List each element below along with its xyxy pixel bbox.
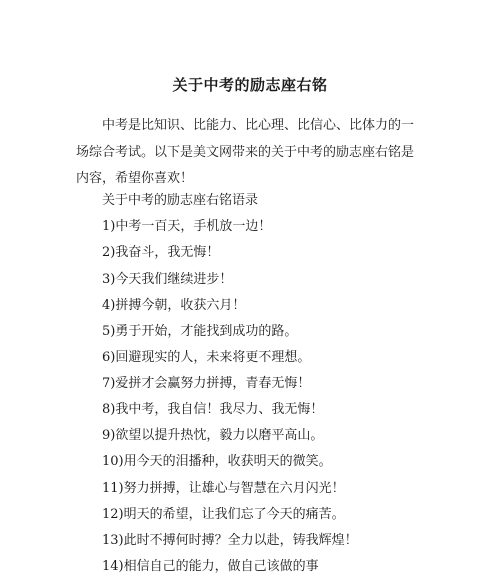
list-item: 9)欲望以提升热忱，毅力以磨平高山。 (102, 428, 324, 443)
list-item: 3)今天我们继续进步！ (102, 272, 233, 287)
document-title: 关于中考的励志座右铭 (172, 76, 328, 94)
list-item: 13)此时不搏何时搏？全力以赴，铸我辉煌！ (102, 533, 358, 548)
list-item: 4)拼搏今朝，收获六月！ (102, 298, 246, 313)
list-item: 6)回避现实的人，未来将更不理想。 (102, 350, 311, 365)
list-heading: 关于中考的励志座右铭语录 (102, 193, 259, 208)
list-item: 12)明天的希望，让我们忘了今天的痛苦。 (102, 507, 345, 522)
intro-paragraph: 中考是比知识、比能力、比心理、比信心、比体力的一场综合考试。以下是美文网带来的关于中考的励志座右铭是内容，希望你喜欢！ (76, 118, 415, 186)
list-item: 2)我奋斗，我无悔！ (102, 245, 220, 260)
list-item: 1)中考一百天，手机放一边！ (102, 219, 272, 234)
list-item: 8)我中考，我自信！我尽力、我无悔！ (102, 402, 324, 417)
list-item: 10)用今天的泪播种，收获明天的微笑。 (102, 454, 332, 469)
list-item: 14)相信自己的能力，做自己该做的事 (102, 559, 319, 574)
list-item: 11)努力拼搏，让雄心与智慧在六月闪光！ (102, 481, 345, 496)
list-item: 5)勇于开始，才能找到成功的路。 (102, 324, 298, 339)
list-item: 7)爱拼才会赢努力拼搏，青春无悔！ (102, 376, 311, 391)
